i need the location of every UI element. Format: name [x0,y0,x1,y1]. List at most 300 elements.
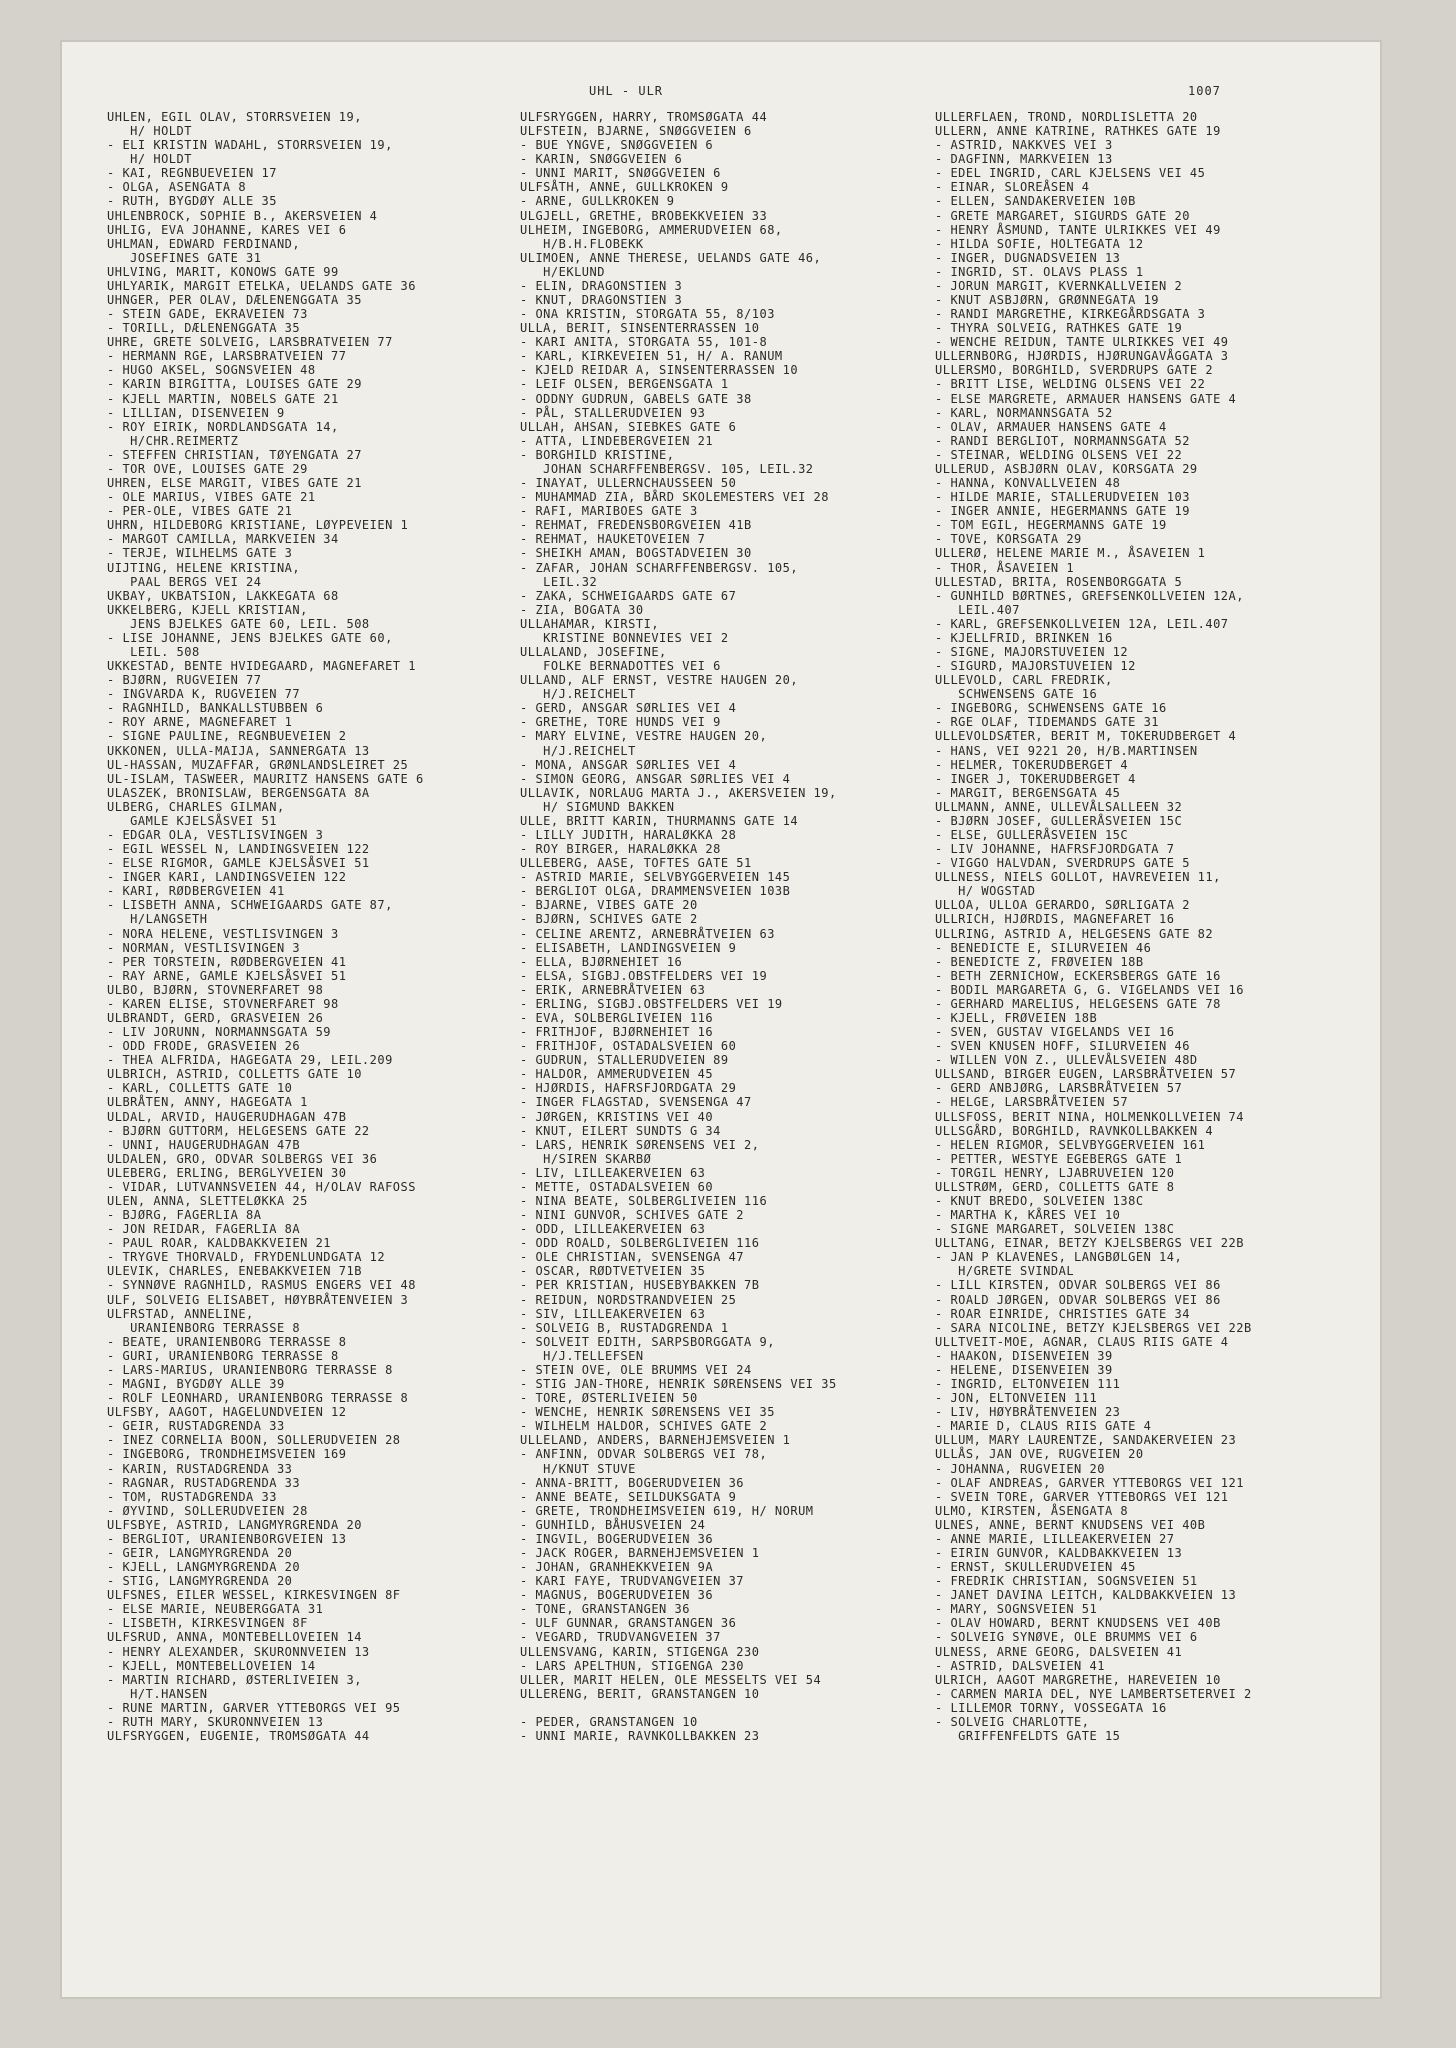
directory-entry: ULFSTEIN, BJARNE, SNØGGVEIEN 6 [520,124,752,139]
directory-entry: - NORMAN, VESTLISVINGEN 3 [107,940,301,955]
directory-entry: UKBAY, UKBATSION, LAKKEGATA 68 [107,588,339,603]
directory-entry: - ELSE, GULLERÅSVEIEN 15C [935,827,1129,842]
directory-entry: - INGEBORG, TRONDHEIMSVEIEN 169 [107,1447,347,1462]
directory-entry: SCHWENSENS GATE 16 [935,687,1098,702]
directory-entry: ULIMOEN, ANNE THERESE, UELANDS GATE 46, [520,250,822,265]
directory-entry: - LISE JOHANNE, JENS BJELKES GATE 60, [107,630,393,645]
directory-entry: H/ WOGSTAD [935,884,1036,899]
directory-entry: - OLAV, ARMAUER HANSENS GATE 4 [935,419,1167,434]
directory-entry: - HAAKON, DISENVEIEN 39 [935,1348,1113,1363]
directory-entry: - HANNA, KONVALLVEIEN 48 [935,476,1121,491]
directory-entry: - HENRY ALEXANDER, SKURONNVEIEN 13 [107,1644,370,1659]
directory-entry: - ARNE, GULLKROKEN 9 [520,194,675,209]
directory-entry: - ELSE MARIE, NEUBERGGATA 31 [107,1602,324,1617]
directory-entry: - KARIN, RUSTADGRENDA 33 [107,1461,293,1476]
directory-entry: - SOLVEIT EDITH, SARPSBORGGATA 9, [520,1334,775,1349]
directory-entry: ULFSBYE, ASTRID, LANGMYRGRENDA 20 [107,1517,362,1532]
directory-entry: - ZAKA, SCHWEIGAARDS GATE 67 [520,588,737,603]
directory-entry: - INGER FLAGSTAD, SVENSENGA 47 [520,1095,752,1110]
directory-entry: - SOLVEIG CHARLOTTE, [935,1714,1090,1729]
directory-entry: - ELLEN, SANDAKERVEIEN 10B [935,194,1136,209]
directory-entry: - SIV, LILLEAKERVEIEN 63 [520,1306,706,1321]
directory-entry: - SIGNE PAULINE, REGNBUEVEIEN 2 [107,729,347,744]
directory-entry: LEIL. 508 [107,644,200,659]
directory-entry: LEIL.407 [935,602,1020,617]
directory-entry: ULRICH, AAGOT MARGRETHE, HAREVEIEN 10 [935,1672,1221,1687]
directory-entry: - BJØRN GUTTORM, HELGESENS GATE 22 [107,1123,370,1138]
directory-entry: - LIV JOHANNE, HAFRSFJORDGATA 7 [935,842,1175,857]
directory-entry: - SIGNE, MAJORSTUVEIEN 12 [935,644,1129,659]
directory-entry: UHLVING, MARIT, KONOWS GATE 99 [107,264,339,279]
directory-entry: - GURI, URANIENBORG TERRASSE 8 [107,1348,339,1363]
directory-entry: - KARL, GREFSENKOLLVEIEN 12A, LEIL.407 [935,616,1229,631]
directory-entry: - TORGIL HENRY, LJABRUVEIEN 120 [935,1165,1175,1180]
directory-entry: - STIG, LANGMYRGRENDA 20 [107,1574,293,1589]
directory-entry: - KARL, NORMANNSGATA 52 [935,405,1113,420]
directory-entry: - ELSE RIGMOR, GAMLE KJELSÅSVEI 51 [107,856,370,871]
directory-entry: - SOLVEIG B, RUSTADGRENDA 1 [520,1320,729,1335]
directory-entry: - HILDA SOFIE, HOLTEGATA 12 [935,236,1144,251]
directory-entry: - VIGGO HALVDAN, SVERDRUPS GATE 5 [935,856,1190,871]
directory-entry: - WENCHE REIDUN, TANTE ULRIKKES VEI 49 [935,335,1229,350]
directory-entry: - GEIR, RUSTADGRENDA 33 [107,1419,285,1434]
directory-entry: - ROY EIRIK, NORDLANDSGATA 14, [107,419,339,434]
directory-entry: - FREDRIK CHRISTIAN, SOGNSVEIEN 51 [935,1574,1198,1589]
directory-entry: ULLELAND, ANDERS, BARNEHJEMSVEIEN 1 [520,1433,791,1448]
directory-entry: - BERGLIOT OLGA, DRAMMENSVEIEN 103B [520,884,791,899]
directory-entry: - EDEL INGRID, CARL KJELSENS VEI 45 [935,166,1206,181]
directory-entry: - BENEDICTE Z, FRØVEIEN 18B [935,954,1144,969]
directory-entry: - INGER KARI, LANDINGSVEIEN 122 [107,870,347,885]
directory-entry: - PER KRISTIAN, HUSEBYBAKKEN 7B [520,1278,760,1293]
directory-entry: - ANNE BEATE, SEILDUKSGATA 9 [520,1489,737,1504]
directory-entry: - STEIN GADE, EKRAVEIEN 73 [107,307,308,322]
directory-entry: ULNES, ANNE, BERNT KNUDSENS VEI 40B [935,1517,1206,1532]
directory-entry: - WILHELM HALDOR, SCHIVES GATE 2 [520,1419,768,1434]
directory-entry: ULEN, ANNA, SLETTELØKKA 25 [107,1194,308,1209]
directory-entry: - ONA KRISTIN, STORGATA 55, 8/103 [520,307,775,322]
directory-entry: ULFRSTAD, ANNELINE, [107,1306,254,1321]
directory-entry: - PER-OLE, VIBES GATE 21 [107,504,293,519]
directory-entry: - HALDOR, AMMERUDVEIEN 45 [520,1067,714,1082]
directory-entry: ULFSÅTH, ANNE, GULLKROKEN 9 [520,180,729,195]
directory-entry: - OLGA, ASENGATA 8 [107,180,247,195]
directory-entry: - BRITT LISE, WELDING OLSENS VEI 22 [935,377,1206,392]
directory-entry: - THOR, ÅSAVEIEN 1 [935,560,1075,575]
directory-page [62,42,1380,1997]
directory-entry: - PER TORSTEIN, RØDBERGVEIEN 41 [107,954,347,969]
directory-entry: - TORILL, DÆLENENGGATA 35 [107,321,301,336]
directory-entry: - GRETE, TRONDHEIMSVEIEN 619, H/ NORUM [520,1503,814,1518]
directory-entry: ULLEVOLDSÆTER, BERIT M, TOKERUDBERGET 4 [935,729,1237,744]
directory-entry: ULLTANG, EINAR, BETZY KJELSBERGS VEI 22B [935,1236,1244,1251]
directory-entry: - GERHARD MARELIUS, HELGESENS GATE 78 [935,996,1221,1011]
directory-entry: UL-ISLAM, TASWEER, MAURITZ HANSENS GATE 6 [107,771,424,786]
directory-entry: - TOM, RUSTADGRENDA 33 [107,1489,277,1504]
directory-entry: - KAREN ELISE, STOVNERFARET 98 [107,996,339,1011]
directory-column-2 [520,110,837,1743]
directory-entry: - KNUT ASBJØRN, GRØNNEGATA 19 [935,293,1160,308]
directory-entry: H/GRETE SVINDAL [935,1264,1075,1279]
directory-entry: - ODDNY GUDRUN, GABELS GATE 38 [520,391,752,406]
directory-entry: - KAI, REGNBUEVEIEN 17 [107,166,277,181]
directory-entry: - MARGOT CAMILLA, MARKVEIEN 34 [107,532,339,547]
directory-entry: JENS BJELKES GATE 60, LEIL. 508 [107,616,370,631]
directory-entry: ULLTVEIT-MOE, AGNAR, CLAUS RIIS GATE 4 [935,1334,1229,1349]
directory-entry: - BODIL MARGARETA G, G. VIGELANDS VEI 16 [935,982,1244,997]
directory-entry: ULLAVIK, NORLAUG MARTA J., AKERSVEIEN 19, [520,785,837,800]
directory-entry: KRISTINE BONNEVIES VEI 2 [520,630,729,645]
directory-entry: ULLERFLAEN, TROND, NORDLISLETTA 20 [935,110,1198,124]
directory-entry: - ODD ROALD, SOLBERGLIVEIEN 116 [520,1236,760,1251]
directory-entry: H/J.REICHELT [520,743,636,758]
directory-entry: ULEBERG, ERLING, BERGLYVEIEN 30 [107,1165,347,1180]
directory-entry: - JACK ROGER, BARNEHJEMSVEIEN 1 [520,1545,760,1560]
directory-entry: - EDGAR OLA, VESTLISVINGEN 3 [107,827,324,842]
directory-entry: - INGEBORG, SCHWENSENS GATE 16 [935,701,1167,716]
directory-entry: - SHEIKH AMAN, BOGSTADVEIEN 30 [520,546,752,561]
directory-entry: - MARY, SOGNSVEIEN 51 [935,1602,1098,1617]
directory-entry: - UNNI MARIT, SNØGGVEIEN 6 [520,166,721,181]
directory-entry: - STEFFEN CHRISTIAN, TØYENGATA 27 [107,447,362,462]
directory-entry: - SVEN KNUSEN HOFF, SILURVEIEN 46 [935,1039,1190,1054]
directory-entry: - EINAR, SLOREÅSEN 4 [935,180,1090,195]
directory-entry: - OSCAR, RØDTVETVEIEN 35 [520,1264,706,1279]
directory-entry: - BEATE, URANIENBORG TERRASSE 8 [107,1334,347,1349]
directory-entry: - KARI ANITA, STORGATA 55, 101-8 [520,335,768,350]
directory-entry: - INEZ CORNELIA BOON, SOLLERUDVEIEN 28 [107,1433,401,1448]
directory-entry: - SIGNE MARGARET, SOLVEIEN 138C [935,1222,1175,1237]
directory-entry: GAMLE KJELSÅSVEI 51 [107,813,277,828]
directory-entry: - ROY ARNE, MAGNEFARET 1 [107,715,293,730]
directory-entry: LEIL.32 [520,574,598,589]
directory-entry: - OLE CHRISTIAN, SVENSENGA 47 [520,1250,745,1265]
directory-entry: ULLRICH, HJØRDIS, MAGNEFARET 16 [935,912,1175,927]
directory-entry: - SVEN, GUSTAV VIGELANDS VEI 16 [935,1025,1175,1040]
directory-entry: UHLEN, EGIL OLAV, STORRSVEIEN 19, [107,110,362,124]
directory-entry: UHNGER, PER OLAV, DÆLENENGGATA 35 [107,293,362,308]
directory-entry: - TOR OVE, LOUISES GATE 29 [107,461,308,476]
directory-entry: ULLÅS, JAN OVE, RUGVEIEN 20 [935,1447,1144,1462]
directory-entry: - RAFI, MARIBOES GATE 3 [520,504,698,519]
directory-entry: ULDALEN, GRO, ODVAR SOLBERGS VEI 36 [107,1151,378,1166]
directory-entry: - LARS, HENRIK SØRENSENS VEI 2, [520,1137,760,1152]
directory-entry: ULLENSVANG, KARIN, STIGENGA 230 [520,1644,760,1659]
directory-entry: - ODD, LILLEAKERVEIEN 63 [520,1222,706,1237]
directory-entry: - ERNST, SKULLERUDVEIEN 45 [935,1560,1136,1575]
directory-entry: - TOM EGIL, HEGERMANNS GATE 19 [935,518,1167,533]
directory-entry: - LILLY JUDITH, HARALØKKA 28 [520,827,737,842]
directory-entry: ULLMANN, ANNE, ULLEVÅLSALLEEN 32 [935,799,1183,814]
directory-entry: - LIV, LILLEAKERVEIEN 63 [520,1165,706,1180]
directory-entry: - NORA HELENE, VESTLISVINGEN 3 [107,926,339,941]
directory-entry: - KNUT BREDO, SOLVEIEN 138C [935,1194,1144,1209]
directory-entry: - JOHANNA, RUGVEIEN 20 [935,1461,1105,1476]
directory-entry: - WILLEN VON Z., ULLEVÅLSVEIEN 48D [935,1053,1198,1068]
directory-entry: - ODD FRODE, GRASVEIEN 26 [107,1039,301,1054]
directory-entry: - JANET DAVINA LEITCH, KALDBAKKVEIEN 13 [935,1588,1237,1603]
directory-entry: - ELI KRISTIN WADAHL, STORRSVEIEN 19, [107,138,393,153]
directory-entry: - KJELLFRID, BRINKEN 16 [935,630,1113,645]
directory-entry: - ØYVIND, SOLLERUDVEIEN 28 [107,1503,308,1518]
directory-entry: - INGER ANNIE, HEGERMANNS GATE 19 [935,504,1190,519]
directory-entry: - ASTRID, DALSVEIEN 41 [935,1658,1105,1673]
directory-entry: - RAY ARNE, GAMLE KJELSÅSVEI 51 [107,968,347,983]
directory-entry: ULF, SOLVEIG ELISABET, HØYBRÅTENVEIEN 3 [107,1292,409,1307]
directory-entry: ULLERUD, ASBJØRN OLAV, KORSGATA 29 [935,461,1198,476]
directory-entry: ULLAHAMAR, KIRSTI, [520,616,660,631]
directory-entry: - BJØRN, SCHIVES GATE 2 [520,912,698,927]
directory-entry: UHLIG, EVA JOHANNE, KARES VEI 6 [107,222,347,237]
directory-entry: ULFSBY, AAGOT, HAGELUNDVEIEN 12 [107,1405,347,1420]
directory-entry: - JON, ELTONVEIEN 111 [935,1391,1098,1406]
directory-entry: H/J.REICHELT [520,687,636,702]
directory-entry: - HANS, VEI 9221 20, H/B.MARTINSEN [935,743,1198,758]
directory-entry: - KNUT, EILERT SUNDTS G 34 [520,1123,721,1138]
directory-entry: H/ SIGMUND BAKKEN [520,799,675,814]
directory-entry: - GERD ANBJØRG, LARSBRÅTVEIEN 57 [935,1081,1183,1096]
directory-entry: H/B.H.FLOBEKK [520,236,644,251]
directory-entry: FOLKE BERNADOTTES VEI 6 [520,659,721,674]
page-header-title: UHL - ULR [589,84,664,98]
directory-entry: - RAGNHILD, BANKALLSTUBBEN 6 [107,701,324,716]
directory-entry: ULNESS, ARNE GEORG, DALSVEIEN 41 [935,1644,1183,1659]
directory-entry: - RANDI BERGLIOT, NORMANNSGATA 52 [935,433,1190,448]
directory-entry: - LEIF OLSEN, BERGENSGATA 1 [520,377,729,392]
directory-entry: - KNUT, DRAGONSTIEN 3 [520,293,683,308]
directory-entry: PAAL BERGS VEI 24 [107,574,262,589]
directory-entry: - RGE OLAF, TIDEMANDS GATE 31 [935,715,1160,730]
directory-entry: - MARY ELVINE, VESTRE HAUGEN 20, [520,729,768,744]
directory-entry: - SOLVEIG SYNØVE, OLE BRUMMS VEI 6 [935,1630,1198,1645]
directory-entry: - ELISABETH, LANDINGSVEIEN 9 [520,940,737,955]
page-number: 1007 [1188,84,1221,98]
directory-entry: ULLER, MARIT HELEN, OLE MESSELTS VEI 54 [520,1672,822,1687]
directory-entry: - THEA ALFRIDA, HAGEGATA 29, LEIL.209 [107,1053,393,1068]
directory-entry: - ULF GUNNAR, GRANSTANGEN 36 [520,1616,737,1631]
directory-entry: - STEINAR, WELDING OLSENS VEI 22 [935,447,1183,462]
directory-entry: - INGVARDA K, RUGVEIEN 77 [107,687,301,702]
directory-entry: ULMO, KIRSTEN, ÅSENGATA 8 [935,1503,1129,1518]
directory-entry: - JAN P KLAVENES, LANGBØLGEN 14, [935,1250,1183,1265]
directory-entry: - SIMON GEORG, ANSGAR SØRLIES VEI 4 [520,771,791,786]
directory-entry: H/T.HANSEN [107,1686,208,1701]
directory-entry: ULLERN, ANNE KATRINE, RATHKES GATE 19 [935,124,1221,139]
directory-entry: - KARI, RØDBERGVEIEN 41 [107,884,285,899]
directory-entry: - RAGNAR, RUSTADGRENDA 33 [107,1475,301,1490]
directory-entry: H/CHR.REIMERTZ [107,433,239,448]
directory-entry: - MUHAMMAD ZIA, BÅRD SKOLEMESTERS VEI 28 [520,490,829,505]
directory-entry: ULLEVOLD, CARL FREDRIK, [935,673,1113,688]
directory-entry: - KJELD REIDAR A, SINSENTERRASSEN 10 [520,363,799,378]
directory-entry: JOSEFINES GATE 31 [107,250,262,265]
directory-entry: - BJØRN JOSEF, GULLERÅSVEIEN 15C [935,813,1183,828]
directory-entry: - EIRIN GUNVOR, KALDBAKKVEIEN 13 [935,1545,1183,1560]
directory-entry: ULASZEK, BRONISLAW, BERGENSGATA 8A [107,785,370,800]
directory-entry: ULLERØ, HELENE MARIE M., ÅSAVEIEN 1 [935,546,1206,561]
directory-entry: - ROY BIRGER, HARALØKKA 28 [520,842,721,857]
directory-entry: - ERLING, SIGBJ.OBSTFELDERS VEI 19 [520,996,783,1011]
directory-entry: - REIDUN, NORDSTRANDVEIEN 25 [520,1292,737,1307]
directory-entry: - BETH ZERNICHOW, ECKERSBERGS GATE 16 [935,968,1221,983]
directory-entry: URANIENBORG TERRASSE 8 [107,1320,301,1335]
directory-entry: - ERIK, ARNEBRÅTVEIEN 63 [520,982,706,997]
directory-entry: H/SIREN SKARBØ [520,1151,652,1166]
directory-entry: - NINI GUNVOR, SCHIVES GATE 2 [520,1208,745,1223]
directory-entry: - PÅL, STALLERUDVEIEN 93 [520,405,706,420]
directory-entry: - TRYGVE THORVALD, FRYDENLUNDGATA 12 [107,1250,386,1265]
directory-entry: ULHEIM, INGEBORG, AMMERUDVEIEN 68, [520,222,783,237]
directory-entry: ULFSRYGGEN, HARRY, TROMSØGATA 44 [520,110,768,124]
directory-entry: - INGER J, TOKERUDBERGET 4 [935,771,1136,786]
directory-entry: ULLSGÅRD, BORGHILD, RAVNKOLLBAKKEN 4 [935,1123,1214,1138]
directory-entry: - BJØRG, FAGERLIA 8A [107,1208,262,1223]
directory-entry: - INGRID, ST. OLAVS PLASS 1 [935,264,1144,279]
directory-entry: - LARS-MARIUS, URANIENBORG TERRASSE 8 [107,1362,393,1377]
directory-entry: - SARA NICOLINE, BETZY KJELSBERGS VEI 22B [935,1320,1252,1335]
directory-entry: - KARL, COLLETTS GATE 10 [107,1081,293,1096]
directory-entry: - BORGHILD KRISTINE, [520,447,675,462]
directory-entry: ULLESTAD, BRITA, ROSENBORGGATA 5 [935,574,1183,589]
directory-entry: - ELLA, BJØRNEHIET 16 [520,954,683,969]
directory-entry: - HENRY ÅSMUND, TANTE ULRIKKES VEI 49 [935,222,1221,237]
directory-entry: - HELMER, TOKERUDBERGET 4 [935,757,1129,772]
directory-entry: - KJELL, FRØVEIEN 18B [935,1011,1098,1025]
directory-entry: - ZAFAR, JOHAN SCHARFFENBERGSV. 105, [520,560,799,575]
directory-entry: - MARIE D, CLAUS RIIS GATE 4 [935,1419,1152,1434]
directory-entry: - GUNHILD BØRTNES, GREFSENKOLLVEIEN 12A, [935,588,1244,603]
directory-entry: ULLAH, AHSAN, SIEBKES GATE 6 [520,419,737,434]
directory-entry: - LIV, HØYBRÅTENVEIEN 23 [935,1405,1121,1420]
directory-entry: - UNNI MARIE, RAVNKOLLBAKKEN 23 [520,1728,760,1743]
directory-entry: - KJELL MARTIN, NOBELS GATE 21 [107,391,339,406]
directory-entry: - BUE YNGVE, SNØGGVEIEN 6 [520,138,714,153]
directory-entry: - LISBETH, KIRKESVINGEN 8F [107,1616,308,1631]
directory-entry: ULLUM, MARY LAURENTZE, SANDAKERVEIEN 23 [935,1433,1237,1448]
directory-entry: UHRE, GRETE SOLVEIG, LARSBRATVEIEN 77 [107,335,393,350]
directory-entry: ULLSFOSS, BERIT NINA, HOLMENKOLLVEIEN 74 [935,1109,1244,1124]
directory-entry: - JON REIDAR, FAGERLIA 8A [107,1222,301,1237]
directory-entry: - REHMAT, FREDENSBORGVEIEN 41B [520,518,752,533]
directory-entry: UHLYARIK, MARGIT ETELKA, UELANDS GATE 36 [107,278,416,293]
directory-entry: - FRITHJOF, OSTADALSVEIEN 60 [520,1039,737,1054]
directory-entry: - INGRID, ELTONVEIEN 111 [935,1377,1121,1392]
directory-entry: - SIGURD, MAJORSTUVEIEN 12 [935,659,1136,674]
directory-entry: - LILLIAN, DISENVEIEN 9 [107,405,285,420]
directory-entry: - MAGNI, BYGDØY ALLE 39 [107,1377,285,1392]
directory-entry: - LIV JORUNN, NORMANNSGATA 59 [107,1025,332,1040]
directory-entry: UKKESTAD, BENTE HVIDEGAARD, MAGNEFARET 1 [107,659,416,674]
directory-entry: - JOHAN, GRANHEKKVEIEN 9A [520,1560,714,1575]
directory-entry: UL-HASSAN, MUZAFFAR, GRØNLANDSLEIRET 25 [107,757,409,772]
directory-entry: ULFSNES, EILER WESSEL, KIRKESVINGEN 8F [107,1588,401,1603]
directory-entry: UHLENBROCK, SOPHIE B., AKERSVEIEN 4 [107,208,378,223]
directory-entry: - MARGIT, BERGENSGATA 45 [935,785,1121,800]
directory-entry: H/ HOLDT [107,152,192,167]
directory-entry: - GUDRUN, STALLERUDVEIEN 89 [520,1053,729,1068]
directory-entry: ULLERSMO, BORGHILD, SVERDRUPS GATE 2 [935,363,1214,378]
directory-entry: - OLAV HOWARD, BERNT KNUDSENS VEI 40B [935,1616,1221,1631]
directory-entry: - GRETE MARGARET, SIGURDS GATE 20 [935,208,1190,223]
directory-entry: JOHAN SCHARFFENBERGSV. 105, LEIL.32 [520,461,814,476]
directory-entry: - PEDER, GRANSTANGEN 10 [520,1714,698,1729]
directory-entry: ULLERENG, BERIT, GRANSTANGEN 10 [520,1686,760,1701]
directory-entry: - METTE, OSTADALSVEIEN 60 [520,1179,714,1194]
directory-entry: ULBRÅTEN, ANNY, HAGEGATA 1 [107,1095,308,1110]
directory-entry: ULFSRUD, ANNA, MONTEBELLOVEIEN 14 [107,1630,362,1645]
directory-entry: - MARTHA K, KÅRES VEI 10 [935,1208,1121,1223]
directory-entry: - KJELL, MONTEBELLOVEIEN 14 [107,1658,316,1673]
directory-column-3 [935,110,1252,1743]
directory-entry: - RUTH, BYGDØY ALLE 35 [107,194,277,209]
directory-entry: - GUNHILD, BÅHUSVEIEN 24 [520,1517,706,1532]
directory-entry: ULLA, BERIT, SINSENTERRASSEN 10 [520,321,760,336]
directory-entry: - DAGFINN, MARKVEIEN 13 [935,152,1113,167]
directory-entry: - OLE MARIUS, VIBES GATE 21 [107,490,316,505]
directory-entry: ULDAL, ARVID, HAUGERUDHAGAN 47B [107,1109,347,1124]
directory-entry: UKKELBERG, KJELL KRISTIAN, [107,602,308,617]
directory-entry: H/ HOLDT [107,124,192,139]
directory-entry: - MONA, ANSGAR SØRLIES VEI 4 [520,757,737,772]
directory-entry: - LILLEMOR TORNY, VOSSEGATA 16 [935,1700,1167,1715]
directory-entry: - RUTH MARY, SKURONNVEIEN 13 [107,1714,324,1729]
directory-entry: UHRN, HILDEBORG KRISTIANE, LØYPEVEIEN 1 [107,518,409,533]
directory-entry: - REHMAT, HAUKETOVEIEN 7 [520,532,706,547]
directory-entry: - INGER, DUGNADSVEIEN 13 [935,250,1121,265]
directory-entry: - HUGO AKSEL, SOGNSVEIEN 48 [107,363,316,378]
directory-entry: H/KNUT STUVE [520,1461,636,1476]
directory-entry: - FRITHJOF, BJØRNEHIET 16 [520,1025,714,1040]
directory-entry: - HJØRDIS, HAFRSFJORDGATA 29 [520,1081,737,1096]
directory-entry: - JØRGEN, KRISTINS VEI 40 [520,1109,714,1124]
directory-entry: - INGVIL, BOGERUDVEIEN 36 [520,1531,714,1546]
directory-entry: - OLAF ANDREAS, GARVER YTTEBORGS VEI 121 [935,1475,1244,1490]
directory-entry: ULBERG, CHARLES GILMAN, [107,799,285,814]
directory-entry: - EVA, SOLBERGLIVEIEN 116 [520,1011,714,1025]
directory-entry: - JORUN MARGIT, KVERNKALLVEIEN 2 [935,278,1183,293]
directory-entry: ULBO, BJØRN, STOVNERFARET 98 [107,982,324,997]
directory-entry: - BENEDICTE E, SILURVEIEN 46 [935,940,1152,955]
directory-entry: ULLSAND, BIRGER EUGEN, LARSBRÅTVEIEN 57 [935,1067,1237,1082]
directory-entry: - VEGARD, TRUDVANGVEIEN 37 [520,1630,721,1645]
directory-entry: ULLSTRØM, GERD, COLLETTS GATE 8 [935,1179,1175,1194]
directory-entry: - MARTIN RICHARD, ØSTERLIVEIEN 3, [107,1672,362,1687]
directory-entry: H/LANGSETH [107,912,208,927]
directory-entry: - ROAR EINRIDE, CHRISTIES GATE 34 [935,1306,1190,1321]
directory-entry: - TONE, GRANSTANGEN 36 [520,1602,690,1617]
directory-entry: ULBRANDT, GERD, GRASVEIEN 26 [107,1011,324,1025]
directory-entry: - BJØRN, RUGVEIEN 77 [107,673,262,688]
directory-entry: - RUNE MARTIN, GARVER YTTEBORGS VEI 95 [107,1700,401,1715]
directory-entry: - KARIN, SNØGGVEIEN 6 [520,152,683,167]
directory-entry [520,1701,837,1715]
directory-entry: - LILL KIRSTEN, ODVAR SOLBERGS VEI 86 [935,1278,1221,1293]
directory-entry: - TOVE, KORSGATA 29 [935,532,1082,547]
directory-entry: - TERJE, WILHELMS GATE 3 [107,546,293,561]
directory-entry: ULLOA, ULLOA GERARDO, SØRLIGATA 2 [935,898,1190,913]
directory-entry: - SVEIN TORE, GARVER YTTEBORGS VEI 121 [935,1489,1229,1504]
directory-entry: - ASTRID, NAKKVES VEI 3 [935,138,1113,153]
directory-entry: UHLMAN, EDWARD FERDINAND, [107,236,301,251]
directory-entry: - CELINE ARENTZ, ARNEBRÅTVEIEN 63 [520,926,775,941]
directory-entry: - GERD, ANSGAR SØRLIES VEI 4 [520,701,737,716]
directory-column-1 [107,110,424,1743]
directory-entry: - LARS APELTHUN, STIGENGA 230 [520,1658,745,1673]
directory-entry: - KARI FAYE, TRUDVANGVEIEN 37 [520,1574,745,1589]
directory-entry: - LISBETH ANNA, SCHWEIGAARDS GATE 87, [107,898,393,913]
directory-entry: - ANNA-BRITT, BOGERUDVEIEN 36 [520,1475,745,1490]
directory-entry: - TORE, ØSTERLIVEIEN 50 [520,1391,698,1406]
